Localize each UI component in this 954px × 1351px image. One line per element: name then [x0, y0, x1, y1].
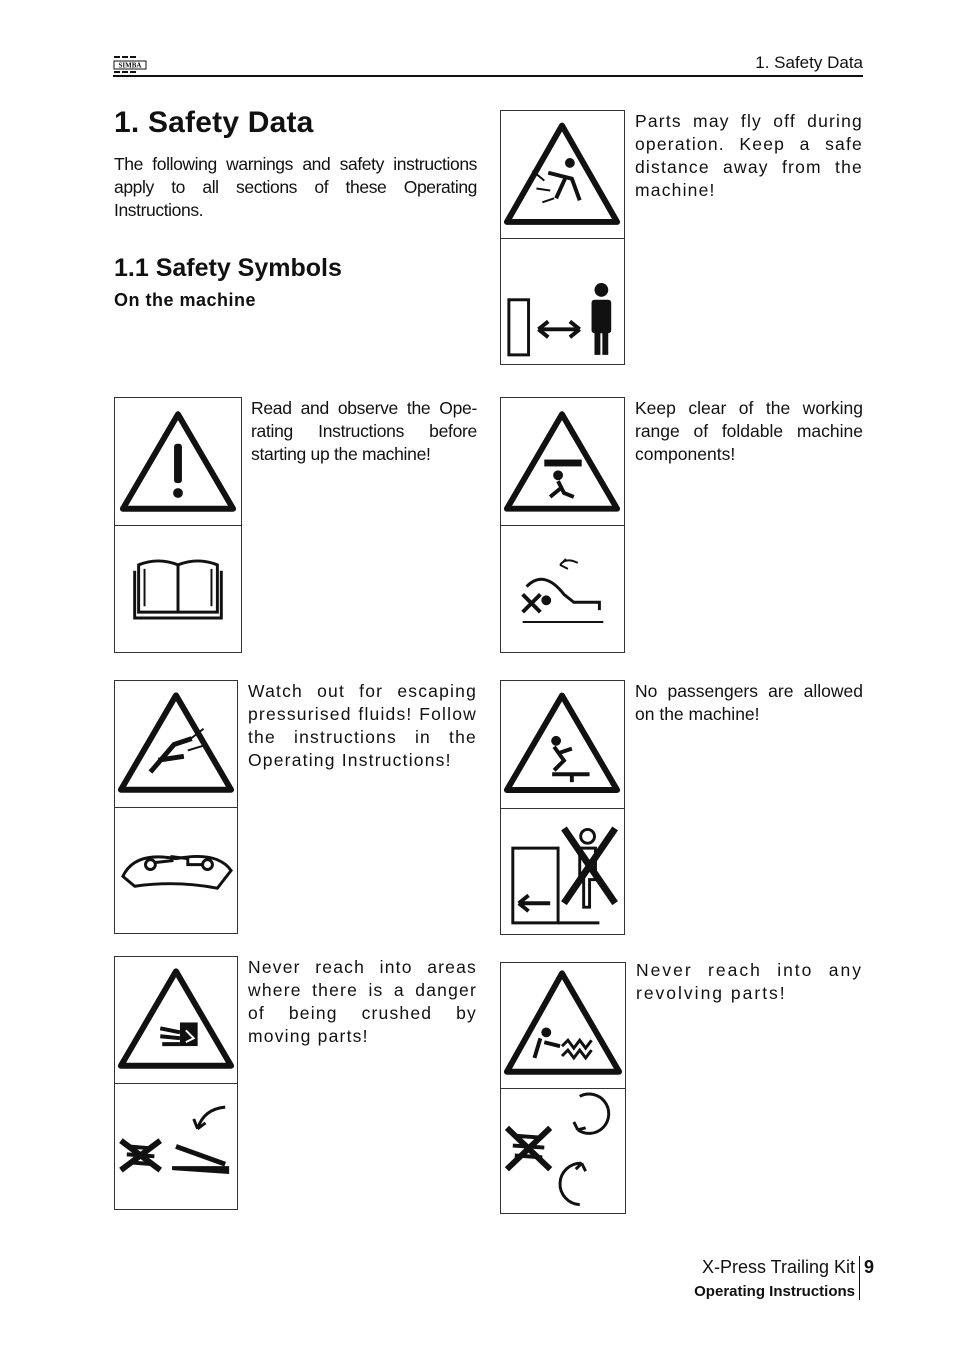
footer-rule [859, 1256, 860, 1300]
running-head: 1. Safety Data [755, 53, 863, 72]
intro-paragraph: The following warnings and safety instructions apply to all sections of these Operating Instructions. [114, 154, 477, 220]
safety-sign-folding-parts [500, 397, 625, 653]
flying-parts-warning-icon [501, 111, 624, 239]
sign-text-no-passengers: No passengers are allowed on the machine! [635, 681, 863, 724]
no-hands-crushing-icon [115, 1083, 237, 1209]
no-passengers-icon [501, 808, 624, 935]
read-manual-icon [115, 525, 241, 652]
folding-parts-warning-icon [501, 398, 624, 526]
page-number: 9 [864, 1257, 875, 1277]
footer-subtitle: Operating Instructions [694, 1283, 855, 1300]
subsection-title: On the machine [114, 290, 257, 310]
section-title: 1.1 Safety Symbols [114, 254, 342, 282]
safety-sign-revolving-parts [500, 962, 626, 1214]
sign-text-crushing: Never reach into areas where there is a danger of being crushed by moving parts! [248, 957, 477, 1046]
entanglement-warning-icon [501, 963, 625, 1089]
keep-distance-icon [501, 238, 624, 365]
header-rule [113, 75, 863, 77]
simba-logo [113, 54, 147, 74]
footer-title: X-Press Trailing Kit [701, 1257, 855, 1277]
sign-text-read-manual: Read and observe the Ope-rating Instructions before starting up the machine! [251, 398, 477, 464]
safety-sign-pressurised-fluid [114, 680, 238, 934]
sign-text-revolving-parts: Never reach into any revolving parts! [636, 960, 863, 1003]
crushing-hand-warning-icon [115, 957, 237, 1084]
sign-text-folding-parts: Keep clear of the working range of foldable machine components! [635, 398, 863, 464]
no-hands-rotating-icon [501, 1088, 625, 1213]
pressurised-fluid-warning-icon [115, 681, 237, 808]
svg-text:SIMBA: SIMBA [118, 61, 142, 70]
safety-sign-read-manual [114, 397, 242, 653]
sign-text-flying-parts: Parts may fly off during operation. Keep a safe distance away from the machine! [635, 111, 863, 200]
safety-sign-crushing [114, 956, 238, 1210]
passenger-fall-warning-icon [501, 681, 624, 809]
page-title: 1. Safety Data [114, 106, 314, 139]
folding-boom-icon [501, 525, 624, 652]
safety-sign-flying-parts [500, 110, 625, 365]
safety-sign-no-passengers [500, 680, 625, 935]
service-manual-icon [115, 807, 237, 933]
exclamation-warning-icon [115, 398, 241, 526]
sign-text-pressurised-fluid: Watch out for escaping pressurised fluids! Follow the instructions in the Operating Instructions! [248, 681, 477, 770]
